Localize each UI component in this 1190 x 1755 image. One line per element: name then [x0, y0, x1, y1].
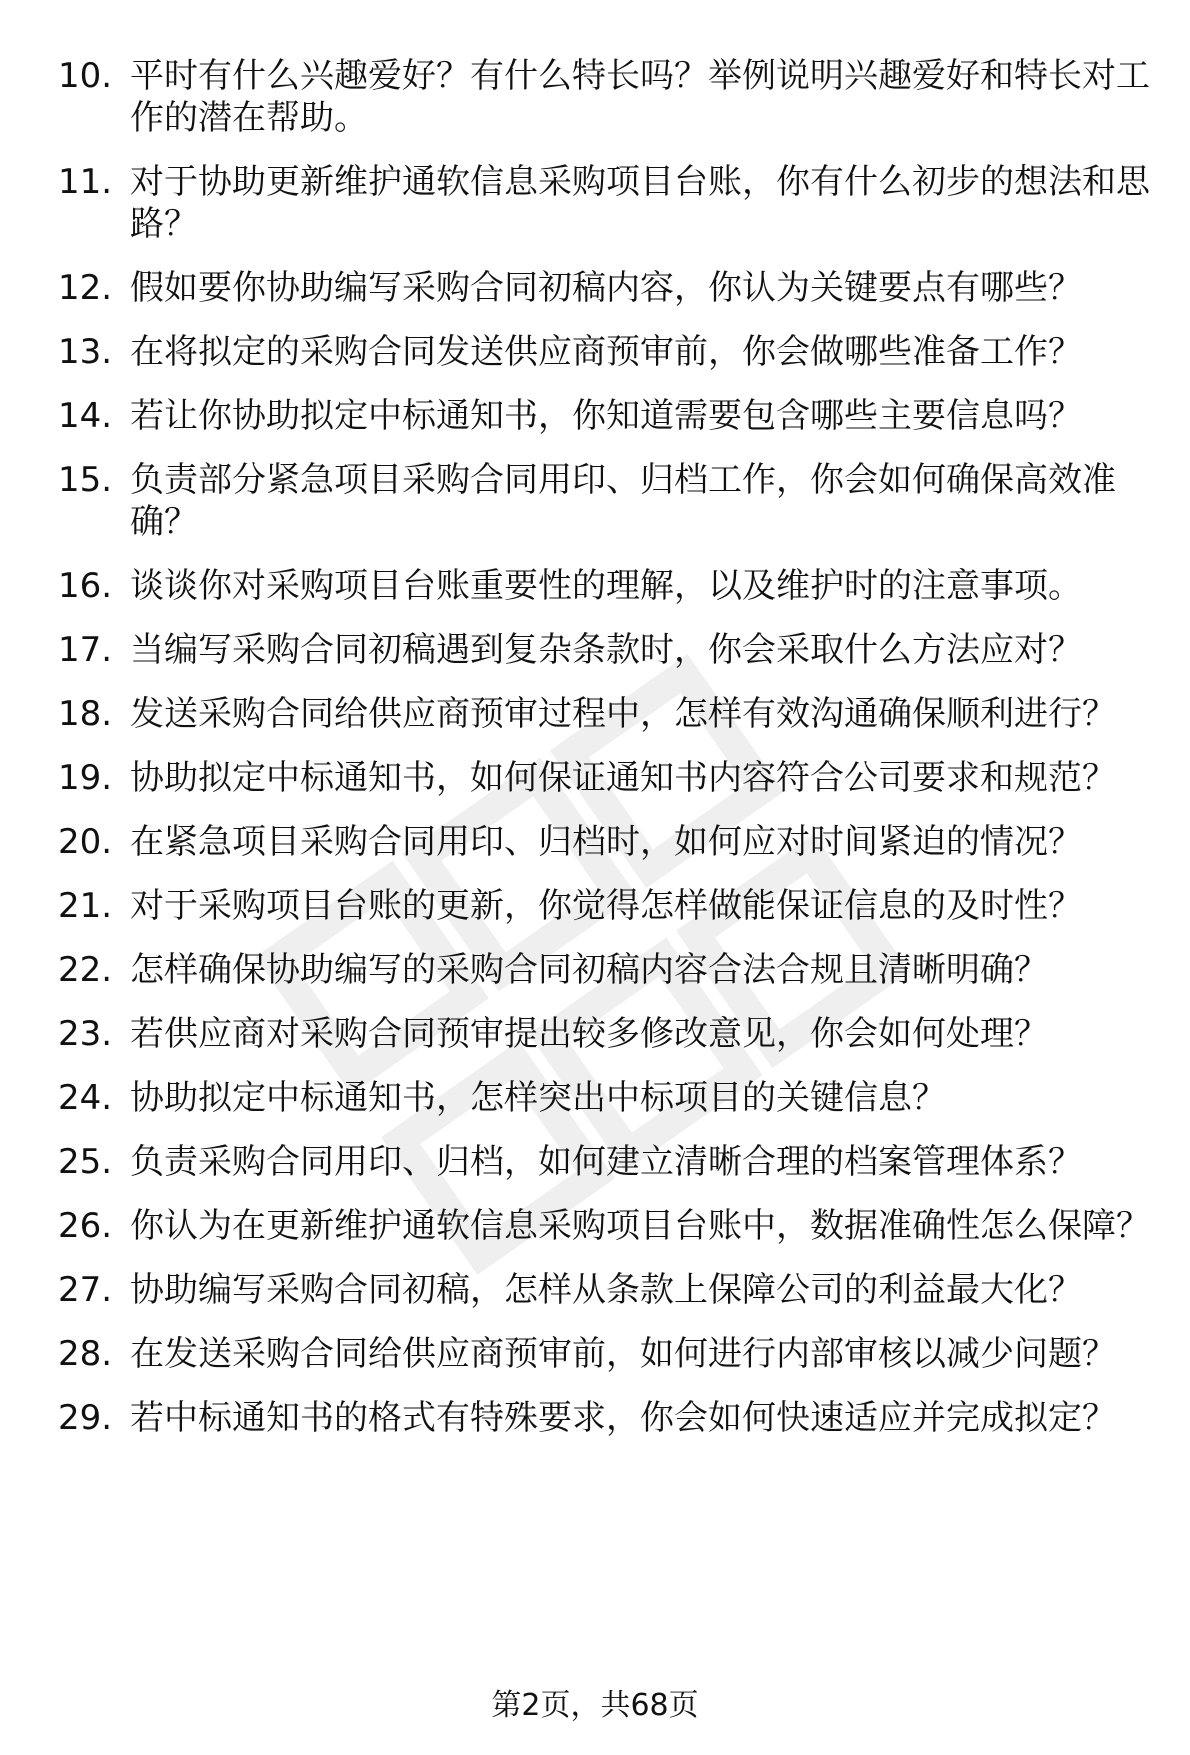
question-number: 26.	[58, 1206, 113, 1246]
page-number-label: 第2页，共68页	[491, 1688, 699, 1723]
question-text: 当编写采购合同初稿遇到复杂条款时，你会采取什么方法应对？	[130, 630, 1082, 670]
question-number: 13.	[58, 332, 113, 372]
question-text: 在发送采购合同给供应商预审前，如何进行内部审核以减少问题？	[130, 1334, 1116, 1374]
question-text: 发送采购合同给供应商预审过程中，怎样有效沟通确保顺利进行？	[130, 694, 1116, 734]
question-text: 负责部分紧急项目采购合同用印、归档工作，你会如何确保高效准确？	[130, 460, 1116, 542]
question-number: 15.	[58, 460, 113, 500]
question-text: 对于协助更新维护通软信息采购项目台账，你有什么初步的想法和思路？	[130, 162, 1150, 244]
question-text: 谈谈你对采购项目台账重要性的理解，以及维护时的注意事项。	[130, 566, 1082, 606]
question-number: 29.	[58, 1398, 113, 1438]
question-item	[58, 949, 1150, 991]
question-item	[58, 161, 1150, 245]
question-item	[58, 885, 1150, 927]
question-number: 12.	[58, 268, 113, 308]
question-number: 21.	[58, 886, 113, 926]
question-number: 25.	[58, 1142, 113, 1182]
question-item	[58, 821, 1150, 863]
question-number: 20.	[58, 822, 113, 862]
question-item	[58, 459, 1150, 543]
question-item	[58, 1205, 1150, 1247]
question-number: 11.	[58, 162, 113, 202]
question-text: 协助编写采购合同初稿，怎样从条款上保障公司的利益最大化？	[130, 1270, 1082, 1310]
question-item	[58, 55, 1150, 139]
question-text: 在将拟定的采购合同发送供应商预审前，你会做哪些准备工作？	[130, 332, 1082, 372]
question-number: 14.	[58, 396, 113, 436]
question-item	[58, 629, 1150, 671]
question-item	[58, 693, 1150, 735]
question-number: 19.	[58, 758, 113, 798]
question-item	[58, 565, 1150, 607]
page-footer	[0, 1688, 1190, 1724]
question-number: 17.	[58, 630, 113, 670]
question-item	[58, 267, 1150, 309]
question-item	[58, 1077, 1150, 1119]
question-text: 假如要你协助编写采购合同初稿内容，你认为关键要点有哪些？	[130, 268, 1082, 308]
question-item	[58, 1397, 1150, 1439]
question-text: 若让你协助拟定中标通知书，你知道需要包含哪些主要信息吗？	[130, 396, 1082, 436]
question-text: 负责采购合同用印、归档，如何建立清晰合理的档案管理体系？	[130, 1142, 1082, 1182]
question-text: 协助拟定中标通知书，如何保证通知书内容符合公司要求和规范？	[130, 758, 1116, 798]
question-text: 协助拟定中标通知书，怎样突出中标项目的关键信息？	[130, 1078, 946, 1118]
question-number: 23.	[58, 1014, 113, 1054]
question-item	[58, 1141, 1150, 1183]
question-text: 怎样确保协助编写的采购合同初稿内容合法合规且清晰明确？	[130, 950, 1048, 990]
question-number: 24.	[58, 1078, 113, 1118]
question-text: 在紧急项目采购合同用印、归档时，如何应对时间紧迫的情况？	[130, 822, 1082, 862]
question-number: 28.	[58, 1334, 113, 1374]
question-number: 18.	[58, 694, 113, 734]
question-text: 你认为在更新维护通软信息采购项目台账中，数据准确性怎么保障？	[130, 1206, 1150, 1246]
question-text: 平时有什么兴趣爱好？有什么特长吗？举例说明兴趣爱好和特长对工作的潜在帮助。	[130, 56, 1150, 138]
question-item	[58, 395, 1150, 437]
question-list	[58, 55, 1150, 1439]
question-number: 22.	[58, 950, 113, 990]
question-item	[58, 1269, 1150, 1311]
question-number: 10.	[58, 56, 113, 96]
question-item	[58, 1013, 1150, 1055]
question-text: 若中标通知书的格式有特殊要求，你会如何快速适应并完成拟定？	[130, 1398, 1116, 1438]
question-item	[58, 1333, 1150, 1375]
question-item	[58, 331, 1150, 373]
question-item	[58, 757, 1150, 799]
document-page	[58, 55, 1150, 1461]
question-number: 16.	[58, 566, 113, 606]
question-text: 对于采购项目台账的更新，你觉得怎样做能保证信息的及时性？	[130, 886, 1082, 926]
question-text: 若供应商对采购合同预审提出较多修改意见，你会如何处理？	[130, 1014, 1048, 1054]
question-number: 27.	[58, 1270, 113, 1310]
